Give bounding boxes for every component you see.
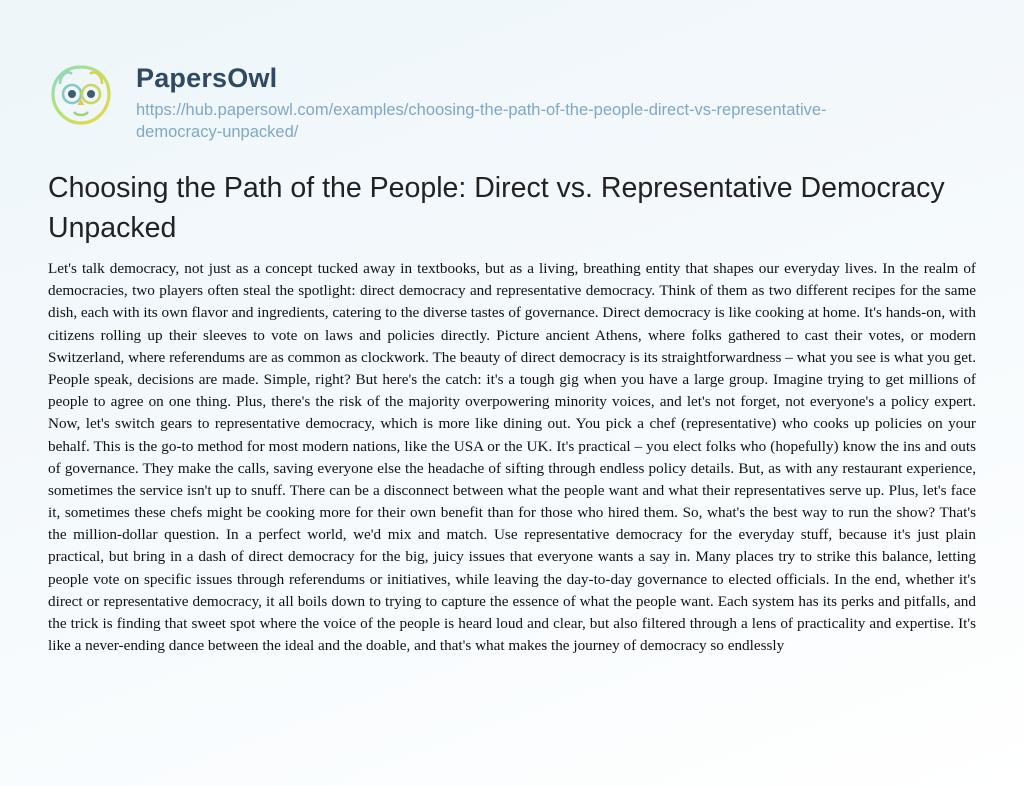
document-body-text: Let's talk democracy, not just as a concept tucked away in textbooks, but as a living, breathing entity that shapes our everyday lives. In the realm of democracies, two players often steal the spotlight: direct democracy and representative democracy. Think of them as two different recipes for the same dish, each with its own flavor and ingredients, catering to the diverse tastes of governance. Direct democracy is like cooking at home. It's hands-on, with citizens rolling up their sleeves to vote on laws and policies directly. Picture ancient Athens, where folks gathered to cast their votes, or modern Switzerland, where referendums are as common as clockwork. The beauty of direct democracy is its straightforwardness – what you see is what you get. People speak, decisions are made. Simple, right? But here's the catch: it's a tough gig when you have a large group. Imagine trying to get millions of people to agree on one thing. Plus, there's the risk of the majority overpowering minority voices, and let's not forget, not everyone's a policy expert. Now, let's switch gears to representative democracy, which is more like dining out. You pick a chef (representative) who cooks up policies on your behalf. This is the go-to method for most modern nations, like the USA or the UK. It's practical – you elect folks who (hopefully) know the ins and outs of governance. They make the calls, saving everyone else the headache of sifting through endless policy details. But, as with any restaurant experience, sometimes the service isn't up to snuff. There can be a disconnect between what the people want and what their representatives serve up. Plus, let's face it, sometimes these chefs might be cooking more for their own benefit than for those who hired them. So, what's the best way to run the show? That's the million-dollar question. In a perfect world, we'd mix and match. Use representative democracy for the everyday stuff, because it's just plain practical, but bring in a dash of direct democracy for the big, juicy issues that everyone wants a say in. Many places try to strike this balance, letting people vote on specific issues through referendums or initiatives, while leaving the day-to-day governance to elected officials. In the end, whether it's direct or representative democracy, it all boils down to trying to capture the essence of what the people want. Each system has its perks and pitfalls, and the trick is finding that sweet spot where the voice of the people is heard loud and clear, but also filtered through a lens of practicality and expertise. It's like a never-ending dance between the ideal and the doable, and that's what makes the journey of democracy so endlessly <box>48 260 976 655</box>
brand-block <box>136 62 836 143</box>
owl-icon <box>48 64 114 126</box>
site-header <box>48 62 976 143</box>
brand-name: PapersOwl <box>136 63 278 93</box>
page-title: Choosing the Path of the People: Direct vs. Representative Democracy Unpacked <box>48 172 945 245</box>
source-url[interactable]: https://hub.papersowl.com/examples/choosing-the-path-of-the-people-direct-vs-representative-democracy-unpacked/ <box>136 100 827 141</box>
